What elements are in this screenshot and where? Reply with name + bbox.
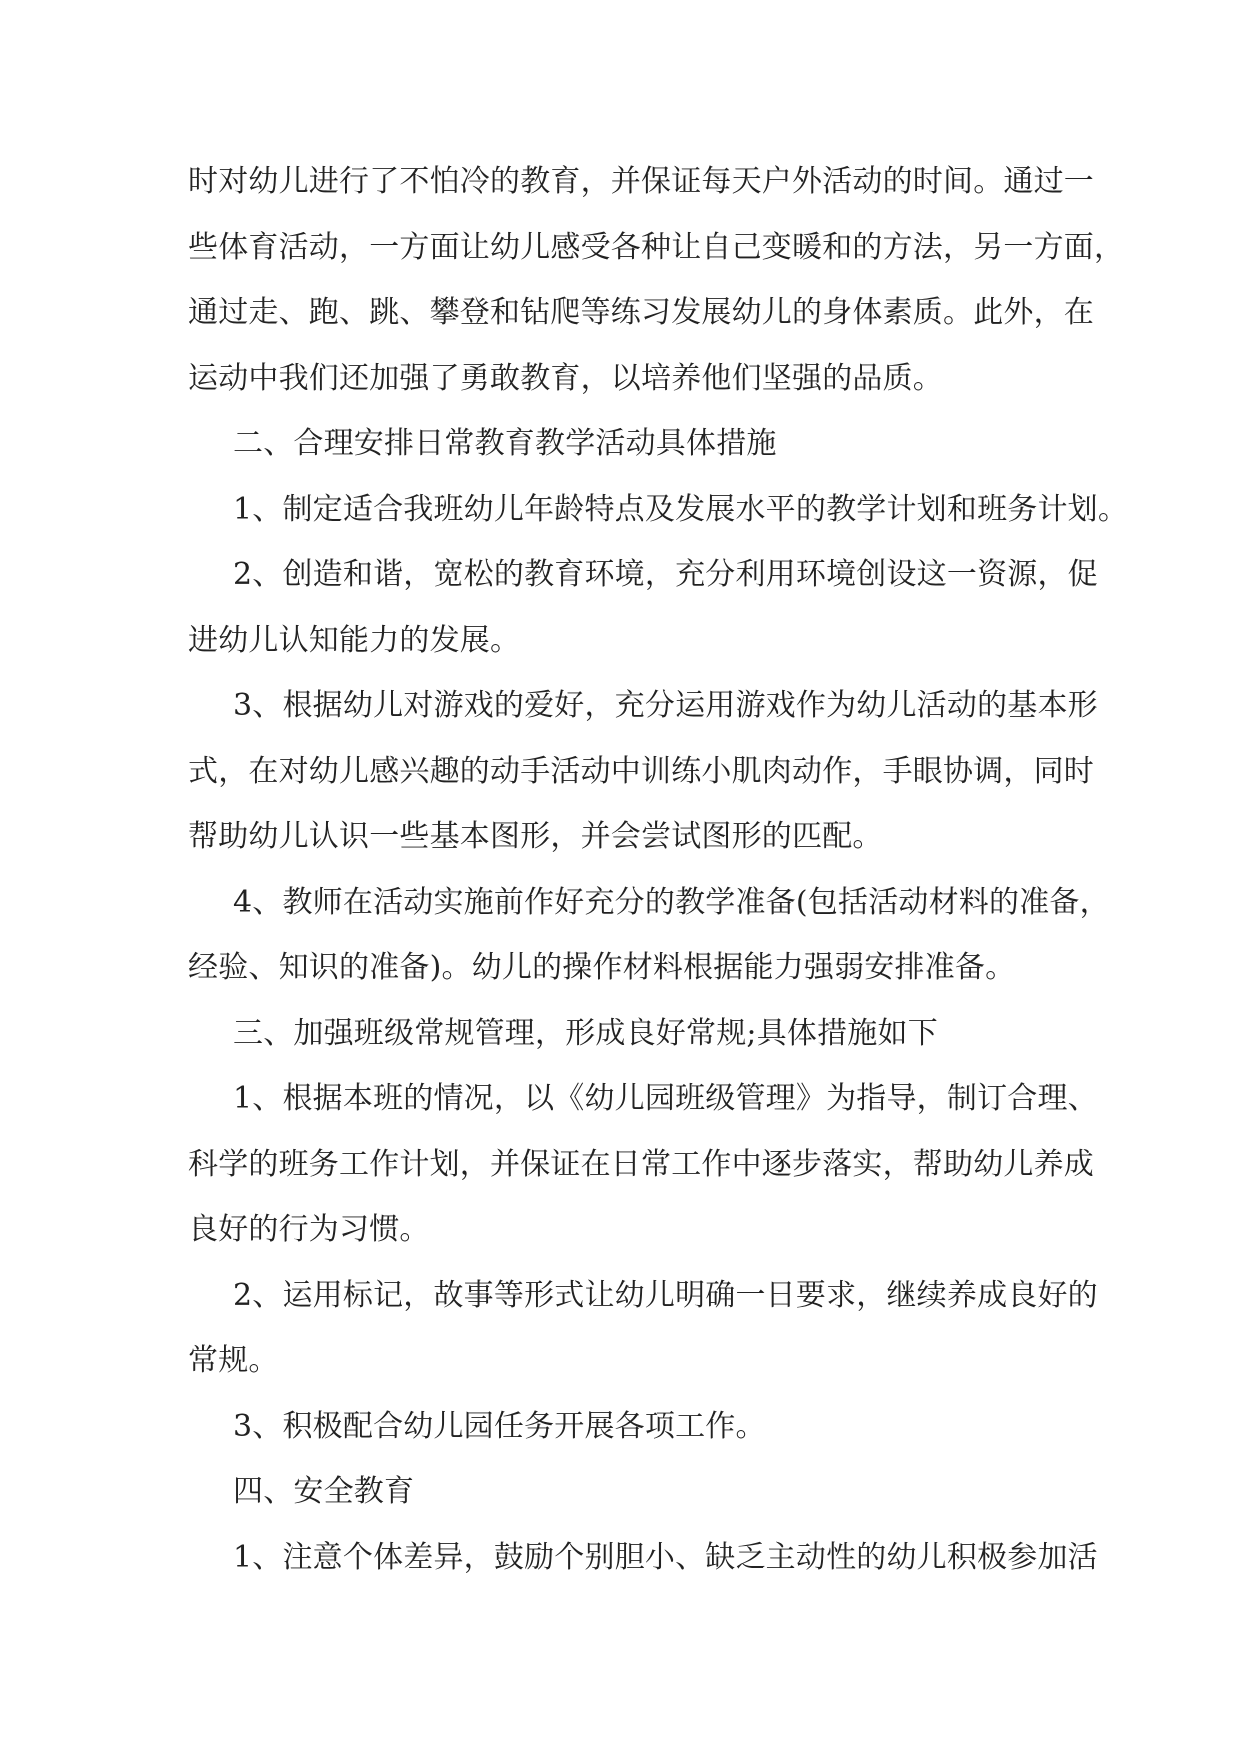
text-line: 式，在对幼儿感兴趣的动手活动中训练小肌肉动作，手眼协调，同时	[188, 753, 1094, 789]
text-line: 1、制定适合我班幼儿年龄特点及发展水平的教学计划和班务计划。	[233, 491, 1129, 527]
document-body	[188, 158, 1129, 1599]
text-line: 3、根据幼儿对游戏的爱好，充分运用游戏作为幼儿活动的基本形	[233, 688, 1098, 723]
text-line: 三、加强班级常规管理，形成良好常规;具体措施如下	[233, 1015, 938, 1051]
text-line: 良好的行为习惯。	[188, 1212, 430, 1247]
text-line: 进幼儿认知能力的发展。	[188, 622, 521, 658]
text-line: 科学的班务工作计划，并保证在日常工作中逐步落实，帮助幼儿养成	[188, 1146, 1094, 1182]
text-line: 2、运用标记，故事等形式让幼儿明确一日要求，继续养成良好的	[233, 1277, 1098, 1313]
text-line: 经验、知识的准备)。幼儿的操作材料根据能力强弱安排准备。	[188, 950, 1016, 985]
text-line: 常规。	[188, 1343, 279, 1378]
text-line: 4、教师在活动实施前作好充分的教学准备(包括活动材料的准备，	[233, 884, 1110, 920]
text-line: 些体育活动，一方面让幼儿感受各种让自己变暖和的方法，另一方面，	[188, 229, 1125, 265]
text-line: 运动中我们还加强了勇敢教育，以培养他们坚强的品质。	[188, 360, 943, 396]
text-line: 2、创造和谐，宽松的教育环境，充分利用环境创设这一资源，促	[233, 557, 1098, 592]
text-line: 四、安全教育	[233, 1474, 415, 1509]
text-line: 帮助幼儿认识一些基本图形，并会尝试图形的匹配。	[188, 819, 883, 854]
text-line: 3、积极配合幼儿园任务开展各项工作。	[233, 1408, 766, 1444]
text-line: 二、合理安排日常教育教学活动具体措施	[233, 426, 777, 461]
text-line: 1、注意个体差异，鼓励个别胆小、缺乏主动性的幼儿积极参加活	[233, 1539, 1098, 1575]
text-line: 时对幼儿进行了不怕冷的教育，并保证每天户外活动的时间。通过一	[188, 164, 1094, 199]
text-line: 通过走、跑、跳、攀登和钻爬等练习发展幼儿的身体素质。此外，在	[188, 295, 1094, 330]
text-line: 1、根据本班的情况，以《幼儿园班级管理》为指导，制订合理、	[233, 1081, 1098, 1116]
